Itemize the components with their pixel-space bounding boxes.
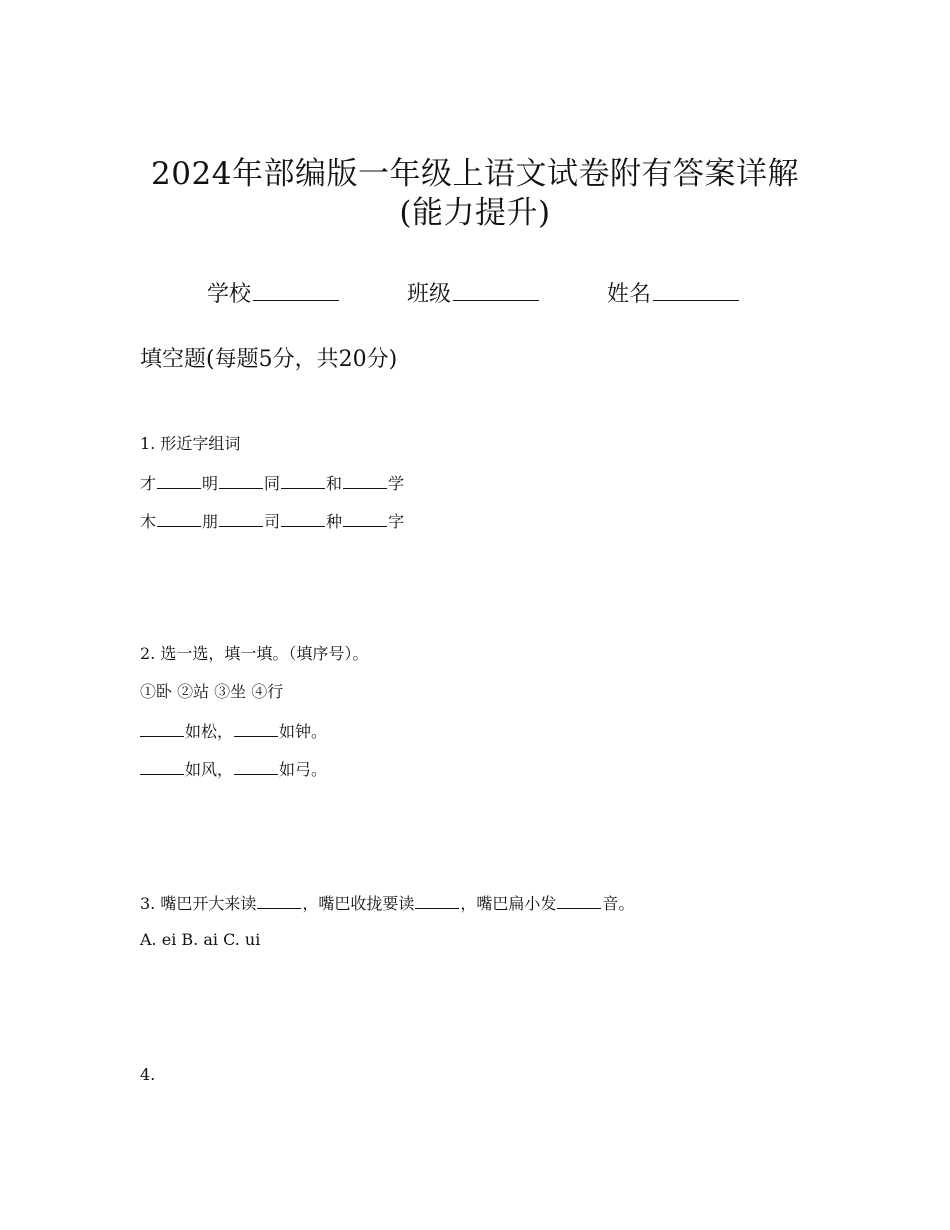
q1-blank — [219, 471, 263, 489]
q1-prompt: 1. 形近字组词 — [140, 434, 241, 453]
q2-text: 如弓。 — [279, 760, 328, 779]
q3-text: 音。 — [602, 894, 635, 913]
school-label: 学校 — [207, 282, 252, 307]
class-blank — [453, 278, 539, 301]
q1-blank — [281, 471, 325, 489]
q2-options: ①卧 ②站 ③坐 ④行 — [140, 682, 284, 701]
q1-blank — [157, 471, 201, 489]
q1-blank — [281, 509, 325, 527]
q3-text: ，嘴巴扁小发 — [460, 894, 557, 913]
q1-char: 学 — [388, 474, 405, 493]
school-field — [207, 278, 339, 309]
q3-blank — [257, 891, 301, 909]
class-label: 班级 — [407, 282, 452, 307]
document-subtitle: (能力提升) — [399, 195, 551, 231]
q3-text: ，嘴巴收拢要读 — [302, 894, 415, 913]
q2-blank — [140, 757, 184, 775]
document-title: 2024年部编版一年级上语文试卷附有答案详解 — [151, 156, 799, 192]
section-heading: 填空题(每题5分，共20分) — [140, 347, 398, 372]
q1-char: 朋 — [202, 512, 219, 531]
q2-blank — [234, 719, 278, 737]
q1-char: 同 — [264, 474, 281, 493]
q1-row-2 — [140, 509, 404, 533]
q1-blank — [343, 471, 387, 489]
q2-text: 如钟。 — [279, 722, 328, 741]
q3-prompt — [140, 891, 634, 915]
q2-text: 如松， — [185, 722, 234, 741]
q1-row-1 — [140, 471, 404, 495]
name-blank — [653, 278, 739, 301]
q1-char: 司 — [264, 512, 281, 531]
q3-text: 3. 嘴巴开大来读 — [140, 894, 257, 913]
q2-prompt: 2. 选一选，填一填。（填序号）。 — [140, 644, 369, 663]
q1-blank — [157, 509, 201, 527]
name-field — [607, 278, 739, 309]
name-label: 姓名 — [607, 282, 652, 307]
q3-blank — [557, 891, 601, 909]
q1-char: 木 — [140, 512, 157, 531]
class-field — [407, 278, 539, 309]
q2-blank — [234, 757, 278, 775]
q4-prompt: 4. — [140, 1065, 156, 1084]
school-blank — [253, 278, 339, 301]
q3-options: A. ei B. ai C. ui — [140, 930, 261, 949]
q1-char: 才 — [140, 474, 157, 493]
q1-char: 种 — [326, 512, 343, 531]
q2-line-2 — [140, 757, 327, 781]
q1-blank — [219, 509, 263, 527]
q1-blank — [343, 509, 387, 527]
q1-char: 和 — [326, 474, 343, 493]
q2-text: 如风， — [185, 760, 234, 779]
q1-char: 字 — [388, 512, 405, 531]
q3-blank — [415, 891, 459, 909]
q2-blank — [140, 719, 184, 737]
q1-char: 明 — [202, 474, 219, 493]
q2-line-1 — [140, 719, 327, 743]
